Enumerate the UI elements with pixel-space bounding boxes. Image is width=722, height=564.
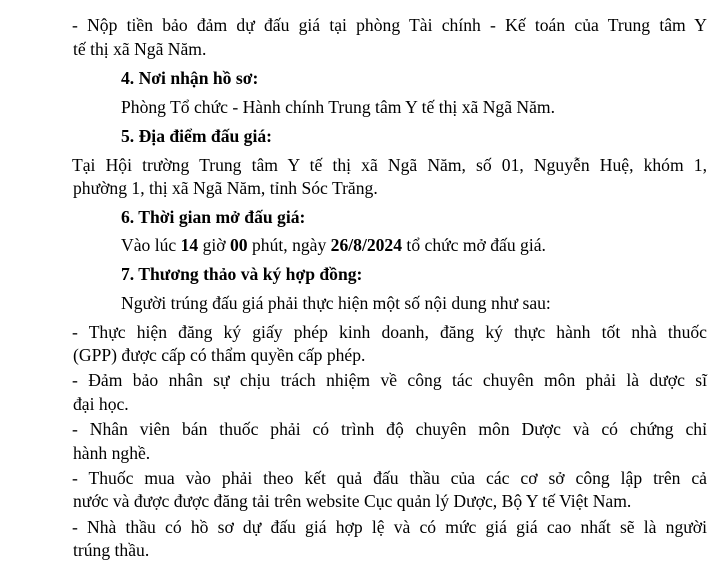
requirement-2-line-2: đại học. — [73, 394, 129, 414]
requirement-5-line-1: - Nhà thầu có hồ sơ dự đấu giá hợp lệ và có mức giá giá cao nhất sẽ là người — [72, 517, 707, 537]
requirement-4-line-1: - Thuốc mua vào phải theo kết quả đấu thầu của các cơ sở công lập trên cả — [72, 468, 707, 488]
requirement-1-line-2: (GPP) được cấp có thẩm quyền cấp phép. — [73, 345, 366, 365]
section-5-heading: 5. Địa điểm đấu giá: — [121, 126, 273, 146]
section-6-time-line — [121, 234, 546, 256]
time-prefix: Vào lúc — [121, 235, 181, 255]
section-4-heading: 4. Nơi nhận hồ sơ: — [121, 68, 259, 88]
section-6-heading: 6. Thời gian mở đấu giá: — [121, 207, 306, 227]
section-5-line-2: phường 1, thị xã Ngã Năm, tỉnh Sóc Trăng. — [73, 178, 378, 198]
requirement-4-line-2: nước và được được đăng tải trên website Cục quản lý Dược, Bộ Y tế Việt Nam. — [73, 491, 632, 511]
deposit-line-1: - Nộp tiền bảo đảm dự đấu giá tại phòng Tài chính - Kế toán của Trung tâm Y — [72, 15, 707, 35]
section-7-intro: Người trúng đấu giá phải thực hiện một số nội dung như sau: — [121, 293, 551, 313]
time-mid-2: phút, ngày — [247, 235, 331, 255]
requirement-3-line-2: hành nghề. — [73, 443, 151, 463]
requirement-5-line-2: trúng thầu. — [73, 540, 150, 560]
time-suffix: tổ chức mở đấu giá. — [402, 235, 546, 255]
requirement-2-line-1: - Đảm bảo nhân sự chịu trách nhiệm về công tác chuyên môn phải là dược sĩ — [72, 370, 707, 390]
deposit-line-2: tế thị xã Ngã Năm. — [73, 39, 207, 59]
requirement-1-line-1: - Thực hiện đăng ký giấy phép kinh doanh, đăng ký thực hành tốt nhà thuốc — [72, 322, 707, 342]
section-5-line-1: Tại Hội trường Trung tâm Y tế thị xã Ngã Năm, số 01, Nguyễn Huệ, khóm 1, — [72, 155, 707, 175]
time-hour: 14 — [180, 235, 199, 255]
time-minute: 00 — [230, 235, 248, 255]
time-date: 26/8/2024 — [330, 235, 403, 255]
requirement-3-line-1: - Nhân viên bán thuốc phải có trình độ chuyên môn Dược và có chứng chỉ — [72, 419, 707, 439]
time-mid-1: giờ — [198, 235, 230, 255]
section-4-text: Phòng Tổ chức - Hành chính Trung tâm Y tế thị xã Ngã Năm. — [121, 97, 556, 117]
section-7-heading: 7. Thương thảo và ký hợp đồng: — [121, 264, 363, 284]
